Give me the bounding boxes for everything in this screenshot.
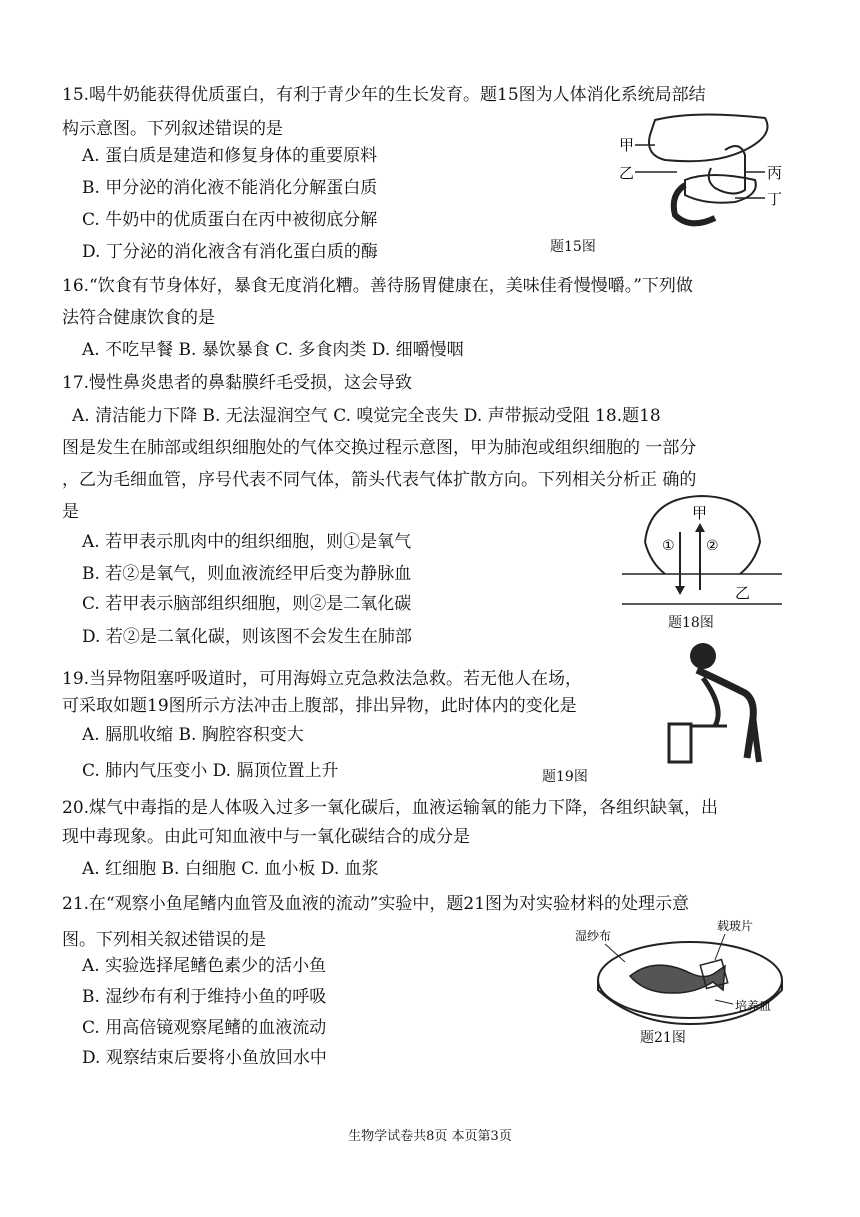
q21-option-a: A. 实验选择尾鳍色素少的活小鱼: [82, 956, 327, 976]
q18-label-jia: 甲: [692, 504, 708, 522]
q16-stem-line1: 16.“饮食有节身体好，暴食无度消化糟。善待肠胃健康在，美味佳肴慢慢嚼。”下列做: [62, 276, 693, 296]
q19-options-cd: C. 肺内气压变小 D. 膈顶位置上升: [82, 761, 339, 781]
q21-caption: 题21图: [640, 1030, 686, 1046]
q16-options: A. 不吃早餐 B. 暴饮暴食 C. 多食肉类 D. 细嚼慢咽: [82, 340, 464, 360]
q19-options-ab: A. 膈肌收缩 B. 胸腔容积变大: [82, 725, 304, 745]
q15-stem-line1: 15.喝牛奶能获得优质蛋白，有利于青少年的生长发育。题15图为人体消化系统局部结: [62, 85, 706, 105]
q19-stem-line1: 19.当异物阻塞呼吸道时，可用海姆立克急救法急救。若无他人在场，: [62, 669, 583, 689]
q15-option-c: C. 牛奶中的优质蛋白在丙中被彻底分解: [82, 210, 378, 230]
q21-stem-line1: 21.在“观察小鱼尾鳍内血管及血液的流动”实验中，题21图为对实验材料的处理示意: [62, 894, 690, 914]
q21-option-d: D. 观察结束后要将小鱼放回水中: [82, 1048, 327, 1068]
q15-label-jia: 甲: [619, 136, 635, 154]
q15-digestive-system-figure: [615, 110, 795, 235]
q18-option-a: A. 若甲表示肌肉中的组织细胞，则①是氧气: [82, 532, 412, 552]
q21-fish-dish-figure: [575, 918, 785, 1026]
q18-option-c: C. 若甲表示脑部组织细胞，则②是二氧化碳: [82, 594, 412, 614]
q19-stem-line2: 可采取如题19图所示方法冲击上腹部，排出异物，此时体内的变化是: [62, 696, 577, 716]
q21-label-dish: 培养皿: [735, 999, 772, 1013]
q21-option-c: C. 用高倍镜观察尾鳍的血液流动: [82, 1018, 327, 1038]
q20-options: A. 红细胞 B. 白细胞 C. 血小板 D. 血浆: [82, 859, 379, 879]
q18-stem-line2: ，乙为毛细血管，序号代表不同气体，箭头代表气体扩散方向。下列相关分析正 确的: [62, 470, 697, 490]
q20-stem-line1: 20.煤气中毒指的是人体吸入过多一氧化碳后，血液运输氧的能力下降，各组织缺氧，出: [62, 798, 719, 818]
q21-label-glass: 载玻片: [717, 919, 754, 933]
q21-option-b: B. 湿纱布有利于维持小鱼的呼吸: [82, 987, 327, 1007]
q18-label-yi: 乙: [735, 584, 751, 602]
q17-stem: 17.慢性鼻炎患者的鼻黏膜纤毛受损，这会导致: [62, 373, 413, 393]
q18-option-b: B. 若②是氧气，则血液流经甲后变为静脉血: [82, 564, 412, 584]
q21-stem-line2: 图。下列相关叙述错误的是: [62, 930, 266, 950]
q18-label-one: ①: [662, 538, 675, 554]
q15-option-b: B. 甲分泌的消化液不能消化分解蛋白质: [82, 178, 378, 198]
q19-caption: 题19图: [542, 769, 588, 785]
q18-gas-exchange-figure: [620, 492, 785, 612]
q15-label-bing: 丙: [767, 164, 783, 182]
q18-stem-line3: 是: [62, 502, 79, 522]
q15-caption: 题15图: [550, 239, 596, 255]
q15-option-d: D. 丁分泌的消化液含有消化蛋白质的酶: [82, 242, 378, 262]
q15-label-ding: 丁: [767, 190, 783, 208]
q18-option-d: D. 若②是二氧化碳，则该图不会发生在肺部: [82, 627, 412, 647]
q18-stem-line1: 图是发生在肺部或组织细胞处的气体交换过程示意图，甲为肺泡或组织细胞的 一部分: [62, 438, 697, 458]
q15-label-yi: 乙: [619, 164, 635, 182]
q15-option-a: A. 蛋白质是建造和修复身体的重要原料: [82, 146, 378, 166]
q18-caption: 题18图: [668, 615, 714, 631]
q18-label-two: ②: [706, 538, 719, 554]
q19-heimlich-figure: [655, 638, 775, 766]
q15-stem-line2: 构示意图。下列叙述错误的是: [62, 119, 283, 139]
q21-label-gauze: 湿纱布: [575, 929, 612, 943]
page-footer: 生物学试卷共8页 本页第3页: [348, 1129, 512, 1144]
q16-stem-line2: 法符合健康饮食的是: [62, 308, 215, 328]
q20-stem-line2: 现中毒现象。由此可知血液中与一氧化碳结合的成分是: [62, 827, 470, 847]
q17-options: A. 清洁能力下降 B. 无法湿润空气 C. 嗅觉完全丧失 D. 声带振动受阻 18.题18: [72, 406, 661, 426]
